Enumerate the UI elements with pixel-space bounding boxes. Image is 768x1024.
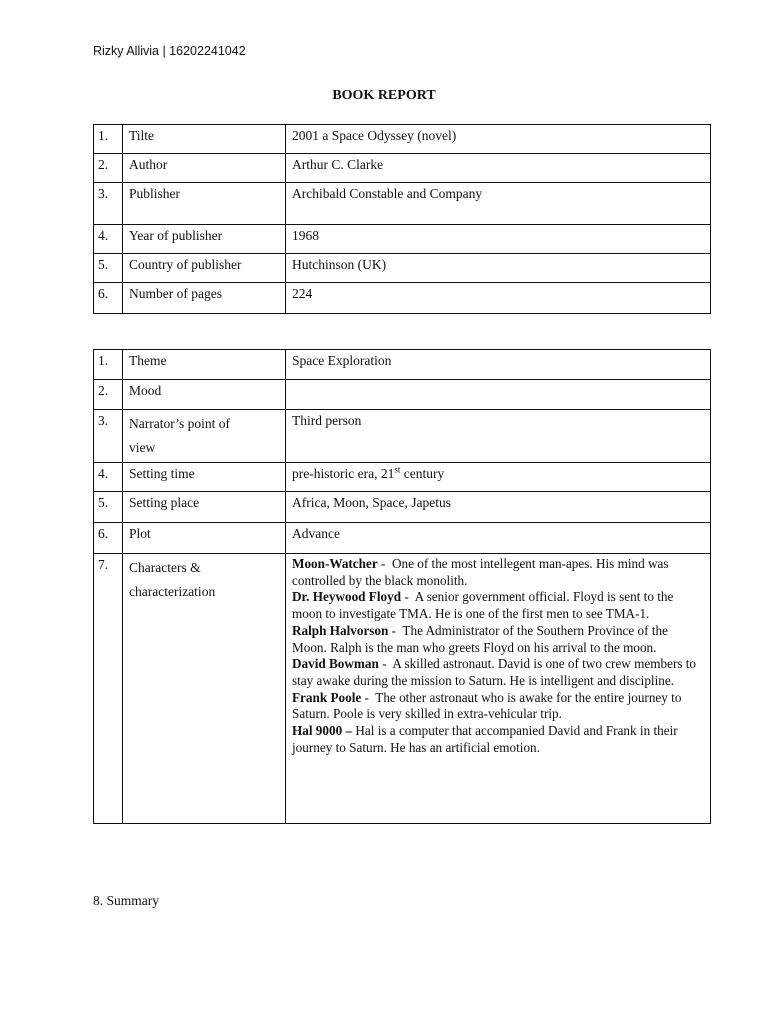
row-number: 1.: [94, 125, 123, 154]
row-value: 2001 a Space Odyssey (novel): [286, 125, 711, 154]
row-value: 1968: [286, 225, 711, 254]
character-description: A senior government official. Floyd is sent to the moon to investigate TMA. He is one of the first men to see TMA-1.: [292, 589, 674, 622]
table-row: [94, 554, 711, 824]
value-superscript: st: [394, 464, 401, 475]
character-name: Frank Poole: [292, 689, 362, 705]
character-entry: [292, 690, 704, 723]
row-label: Setting time: [123, 463, 286, 492]
label-line: view: [129, 440, 156, 455]
character-description: Hal is a computer that accompanied David and Frank in their journey to Saturn. He has an artificial emotion.: [292, 723, 678, 755]
table-row: [94, 283, 711, 314]
character-entry: [292, 623, 704, 656]
row-number: 6.: [94, 283, 123, 314]
row-label: Plot: [123, 523, 286, 554]
row-number: 5.: [94, 492, 123, 523]
row-label: [123, 410, 286, 463]
character-entry: [292, 556, 704, 589]
table-row: [94, 254, 711, 283]
character-entry: [292, 723, 704, 756]
row-label: Tilte: [123, 125, 286, 154]
character-entry: [292, 589, 704, 622]
character-name: Ralph Halvorson: [292, 622, 389, 638]
character-description: One of the most intellegent man-apes. His mind was controlled by the black monolith.: [292, 556, 669, 588]
row-value: Advance: [286, 523, 711, 554]
character-separator: -: [361, 689, 376, 705]
author-header: Rizky Allivia | 16202241042: [93, 44, 246, 58]
table-row: [94, 523, 711, 554]
row-value: Space Exploration: [286, 350, 711, 380]
character-description: The other astronaut who is awake for the entire journey to Saturn. Poole is very skilled in extra-vehicular trip.: [292, 689, 682, 722]
summary-heading: 8. Summary: [93, 893, 159, 908]
character-name: Dr. Heywood Floyd: [292, 589, 402, 605]
row-number: 2.: [94, 154, 123, 183]
label-line: Narrator’s point of: [129, 416, 230, 431]
row-value: Archibald Constable and Company: [286, 183, 711, 225]
row-value: [286, 463, 711, 492]
table-row: [94, 225, 711, 254]
book-info-table: [93, 124, 711, 314]
character-entry: [292, 656, 704, 689]
character-separator: -: [378, 656, 393, 672]
row-number: 1.: [94, 350, 123, 380]
table-row: [94, 410, 711, 463]
row-value: Third person: [286, 410, 711, 463]
row-label: Publisher: [123, 183, 286, 225]
row-number: 5.: [94, 254, 123, 283]
row-number: 7.: [94, 554, 123, 824]
row-value: 224: [286, 283, 711, 314]
label-line: characterization: [129, 584, 216, 599]
character-name: Hal 9000 –: [292, 723, 353, 739]
table-row: [94, 125, 711, 154]
row-label: Setting place: [123, 492, 286, 523]
row-number: 4.: [94, 225, 123, 254]
row-label: Mood: [123, 380, 286, 410]
row-label: Number of pages: [123, 283, 286, 314]
row-label: Author: [123, 154, 286, 183]
character-name: David Bowman: [292, 656, 379, 672]
row-label: Country of publisher: [123, 254, 286, 283]
row-number: 6.: [94, 523, 123, 554]
row-number: 3.: [94, 410, 123, 463]
table-row: [94, 492, 711, 523]
character-name: Moon-Watcher: [292, 556, 378, 571]
table-row: [94, 154, 711, 183]
table-row: [94, 380, 711, 410]
row-number: 3.: [94, 183, 123, 225]
value-text: century: [400, 466, 445, 481]
table-row: [94, 463, 711, 492]
row-value: [286, 380, 711, 410]
character-separator: -: [388, 622, 403, 638]
row-label: Year of publisher: [123, 225, 286, 254]
label-line: Characters &: [129, 560, 201, 575]
character-description: The Administrator of the Southern Province of the Moon. Ralph is the man who greets Floyd on his arrival to the moon.: [292, 622, 668, 655]
page-title: BOOK REPORT: [332, 88, 436, 103]
row-value: Arthur C. Clarke: [286, 154, 711, 183]
row-value: Hutchinson (UK): [286, 254, 711, 283]
row-number: 4.: [94, 463, 123, 492]
value-text: pre-historic era, 21: [292, 466, 395, 481]
character-separator: -: [377, 556, 392, 571]
literary-elements-table: [93, 349, 711, 824]
row-label: [123, 554, 286, 824]
character-list: [286, 554, 711, 824]
row-value: Africa, Moon, Space, Japetus: [286, 492, 711, 523]
row-number: 2.: [94, 380, 123, 410]
character-description: A skilled astronaut. David is one of two crew members to stay awake during the mission to Saturn. He is intelligent and discipline.: [292, 656, 697, 688]
row-label: Theme: [123, 350, 286, 380]
character-separator: -: [401, 589, 415, 605]
table-row: [94, 350, 711, 380]
table-row: [94, 183, 711, 225]
